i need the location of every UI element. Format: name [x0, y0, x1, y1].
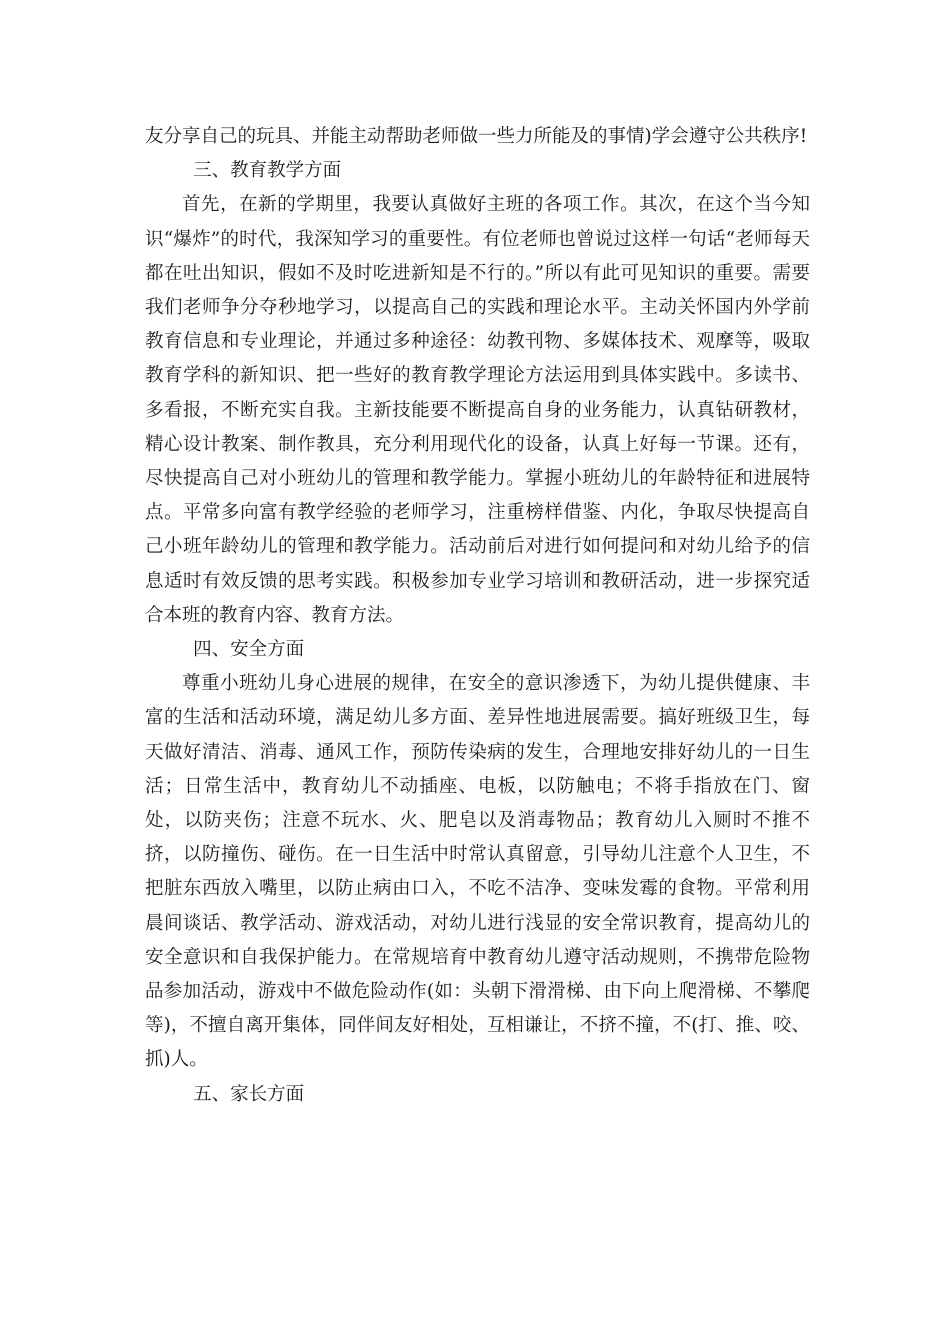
section-heading-parents: 五、家长方面: [193, 1083, 305, 1105]
document-body: [145, 120, 810, 1112]
section-heading-teaching: 三、教育教学方面: [193, 160, 342, 182]
paragraph-continuation: 友分享自己的玩具、并能主动帮助老师做一些力所能及的事情)学会遵守公共秩序!: [145, 126, 808, 147]
paragraph-teaching: 首先，在新的学期里，我要认真做好主班的各项工作。其次，在这个当今知识“爆炸”的时代，我深知学习的重要性。有位老师也曾说过这样一句话“老师每天都在吐出知识，假如不及时吃进新知是不行的。”所以有此可见知识的重要。需要我们老师争分夺秒地学习，以提高自己的实践和理论水平。主动关怀国内外学前教育信息和专业理论，并通过多种途径：幼教刊物、多媒体技术、观摩等，吸取教育学科的新知识、把一些好的教育教学理论方法运用到具体实践中。多读书、多看报，不断充实自我。主新技能要不断提高自身的业务能力，认真钻研教材，精心设计教案、制作教具，充分利用现代化的设备，认真上好每一节课。还有，尽快提高自己对小班幼儿的管理和教学能力。掌握小班幼儿的年龄特征和进展特点。平常多向富有教学经验的老师学习，注重榜样借鉴、内化，争取尽快提高自己小班年龄幼儿的管理和教学能力。活动前后对进行如何提问和对幼儿给予的信息适时有效反馈的思考实践。积极参加专业学习培训和教研活动，进一步探究适合本班的教育内容、教育方法。: [145, 194, 810, 626]
paragraph-safety: 尊重小班幼儿身心进展的规律，在安全的意识渗透下，为幼儿提供健康、丰富的生活和活动环境，满足幼儿多方面、差异性地进展需要。搞好班级卫生，每天做好清洁、消毒、通风工作，预防传染病的发生，合理地安排好幼儿的一日生活；日常生活中，教育幼儿不动插座、电板，以防触电；不将手指放在门、窗处，以防夹伤；注意不玩水、火、肥皂以及消毒物品；教育幼儿入厕时不推不挤，以防撞伤、碰伤。在一日生活中时常认真留意，引导幼儿注意个人卫生，不把脏东西放入嘴里，以防止病由口入，不吃不洁净、变味发霉的食物。平常利用晨间谈话、教学活动、游戏活动，对幼儿进行浅显的安全常识教育，提高幼儿的安全意识和自我保护能力。在常规培育中教育幼儿遵守活动规则，不携带危险物品参加活动，游戏中不做危险动作(如：头朝下滑滑梯、由下向上爬滑梯、不攀爬等)，不擅自离开集体，同伴间友好相处，互相谦让，不挤不撞，不(打、推、咬、抓)人。: [145, 673, 810, 1071]
section-heading-safety: 四、安全方面: [193, 639, 305, 661]
